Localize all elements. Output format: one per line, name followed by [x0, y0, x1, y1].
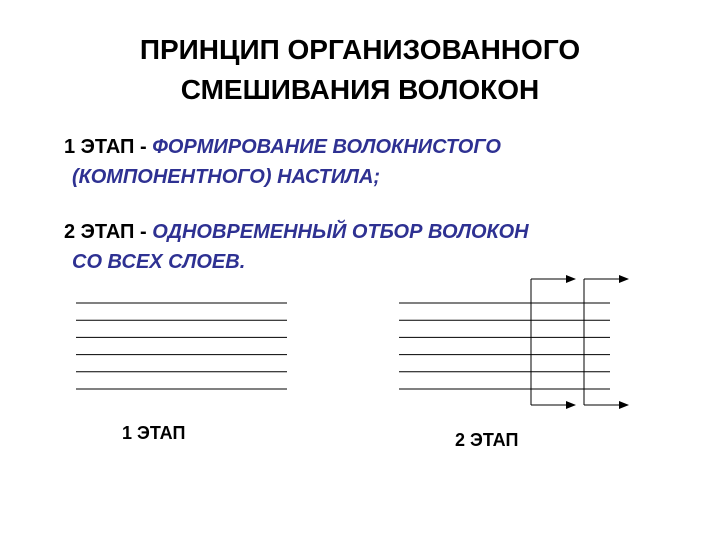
title-line-2: СМЕШИВАНИЯ ВОЛОКОН	[180, 74, 540, 105]
step-2-description-cont: СО ВСЕХ СЛОЕВ.	[72, 251, 246, 273]
stage-2-selection-arrows	[531, 279, 628, 405]
stage-1-fiber-layers	[76, 303, 287, 389]
step-2-description: ОДНОВРЕМЕННЫЙ ОТБОР ВОЛОКОН	[152, 221, 529, 243]
step-1-prefix: 1 ЭТАП -	[64, 136, 153, 158]
step-1-description: ФОРМИРОВАНИЕ ВОЛОКНИСТОГО	[152, 136, 501, 158]
stage-2-fiber-layers	[399, 303, 610, 389]
title-line-1: ПРИНЦИП ОРГАНИЗОВАННОГО	[139, 34, 581, 65]
step-2-prefix: 2 ЭТАП -	[64, 221, 153, 243]
step-1-description-cont: (КОМПОНЕНТНОГО) НАСТИЛА;	[72, 166, 381, 188]
stage-1-label: 1 ЭТАП	[122, 423, 186, 443]
stage-2-label: 2 ЭТАП	[455, 430, 519, 450]
